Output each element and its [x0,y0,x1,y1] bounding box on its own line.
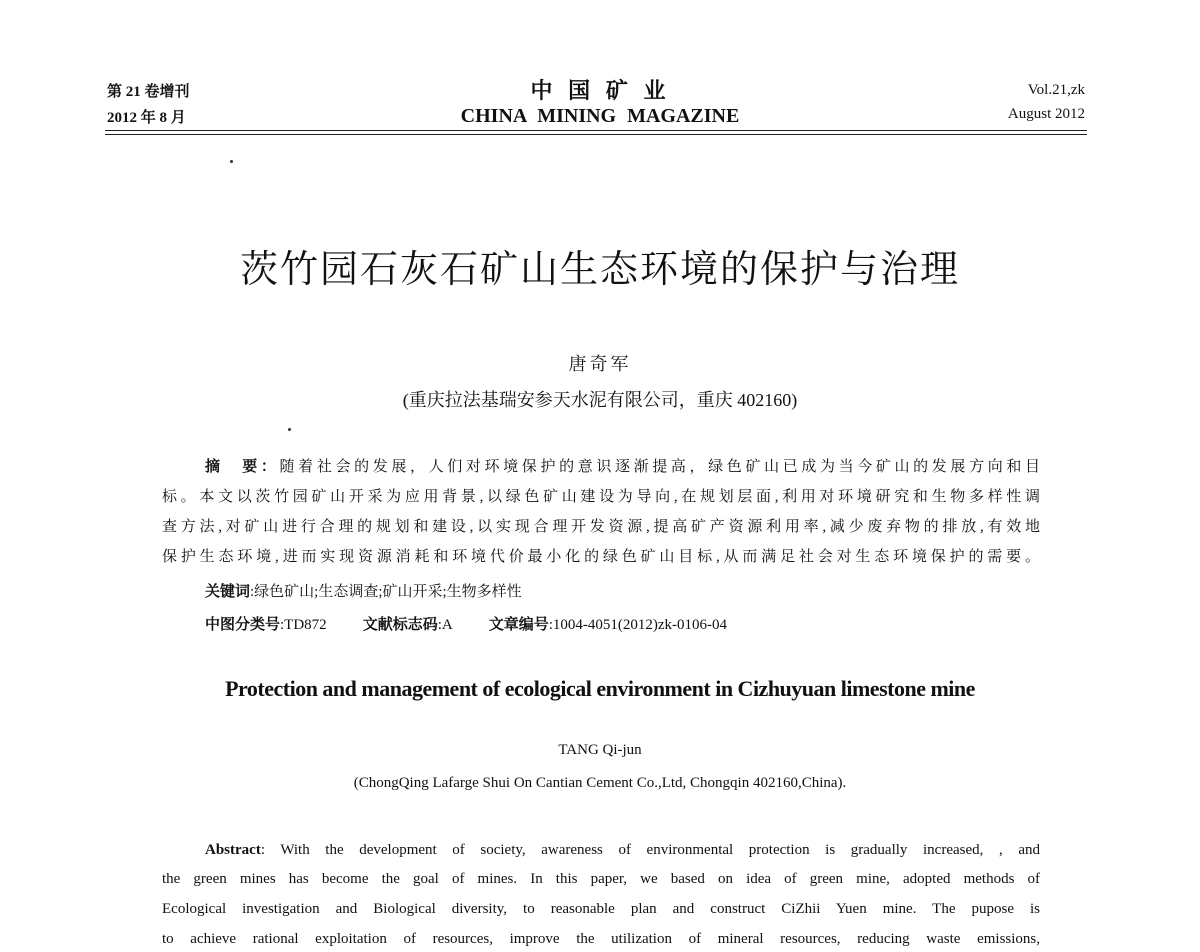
abstract-cn-label: 摘 要： [205,459,280,475]
abstract-en-line: to achieve rational exploitation of resources, improve the utilization of mineral resources, reducing waste emissions, [162,931,1040,947]
paper-title-cn: 茨竹园石灰石矿山生态环境的保护与治理 [239,247,960,291]
clc-label: 中图分类号 [205,617,281,633]
affiliation-en: (ChongQing Lafarge Shui On Cantian Cement Co.,Ltd, Chongqin 402160,China). [353,775,847,791]
header-rule-top [105,130,1087,131]
paper-title-en: Protection and management of ecological environment in Cizhuyuan limestone mine [225,676,975,701]
scan-speck [288,428,291,431]
abstract-en-line: the green mines has become the goal of mines. In this paper, we based on idea of green mine, adopted methods of [162,871,1040,887]
volume-cn: 第 21 卷增刊 [107,84,190,100]
keywords-line [205,580,1040,601]
volume-en: Vol.21,zk [1027,82,1085,98]
journal-title-en: CHINA MINING MAGAZINE [460,105,740,127]
date-cn: 2012 年 8 月 [107,110,186,126]
abstract-cn-line: 摘 要：随着社会的发展，人们对环境保护的意识逐渐提高，绿色矿山已成为当今矿山的发展方向和目 [205,459,1040,475]
keywords-label: 关键词 [205,584,251,600]
doc-code-value: :A [437,617,453,633]
abstract-cn-line: 标。本文以茨竹园矿山开采为应用背景,以绿色矿山建设为导向,在规划层面,利用对环境研究和生物多样性调 [162,489,1040,505]
abstract-cn-line: 保护生态环境,进而实现资源消耗和环境代价最小化的绿色矿山目标,从而满足社会对生态环境保护的需要。 [162,549,1040,565]
author-en: TANG Qi-jun [558,742,642,758]
header-rule-bottom [105,134,1087,135]
scan-speck [230,160,233,163]
abstract-cn-line: 查方法,对矿山进行合理的规划和建设,以实现合理开发资源,提高矿产资源利用率,减少废弃物的排放,有效地 [162,519,1040,535]
classification-line [205,613,1040,634]
doc-code-label: 文献标志码 [362,617,438,633]
journal-title-cn: 中 国 矿 业 [530,79,670,104]
abstract-en-label: Abstract [205,842,261,858]
article-no-value: :1004-4051(2012)zk-0106-04 [548,617,728,633]
article-no-label: 文章编号 [488,617,549,633]
clc-value: :TD872 [280,617,327,633]
abstract-en-line: Abstract: With the development of society, awareness of environmental protection is gradually increased, , and [205,842,1040,858]
affiliation-cn: (重庆拉法基瑞安参天水泥有限公司，重庆 402160) [402,390,798,410]
author-cn: 唐奇军 [568,354,632,374]
keywords: :绿色矿山;生态调查;矿山开采;生物多样性 [250,584,522,600]
date-en: August 2012 [1007,106,1085,122]
abstract-en-line: Ecological investigation and Biological diversity, to reasonable plan and construct CiZhii Yuen mine. The pupose is [162,901,1040,917]
